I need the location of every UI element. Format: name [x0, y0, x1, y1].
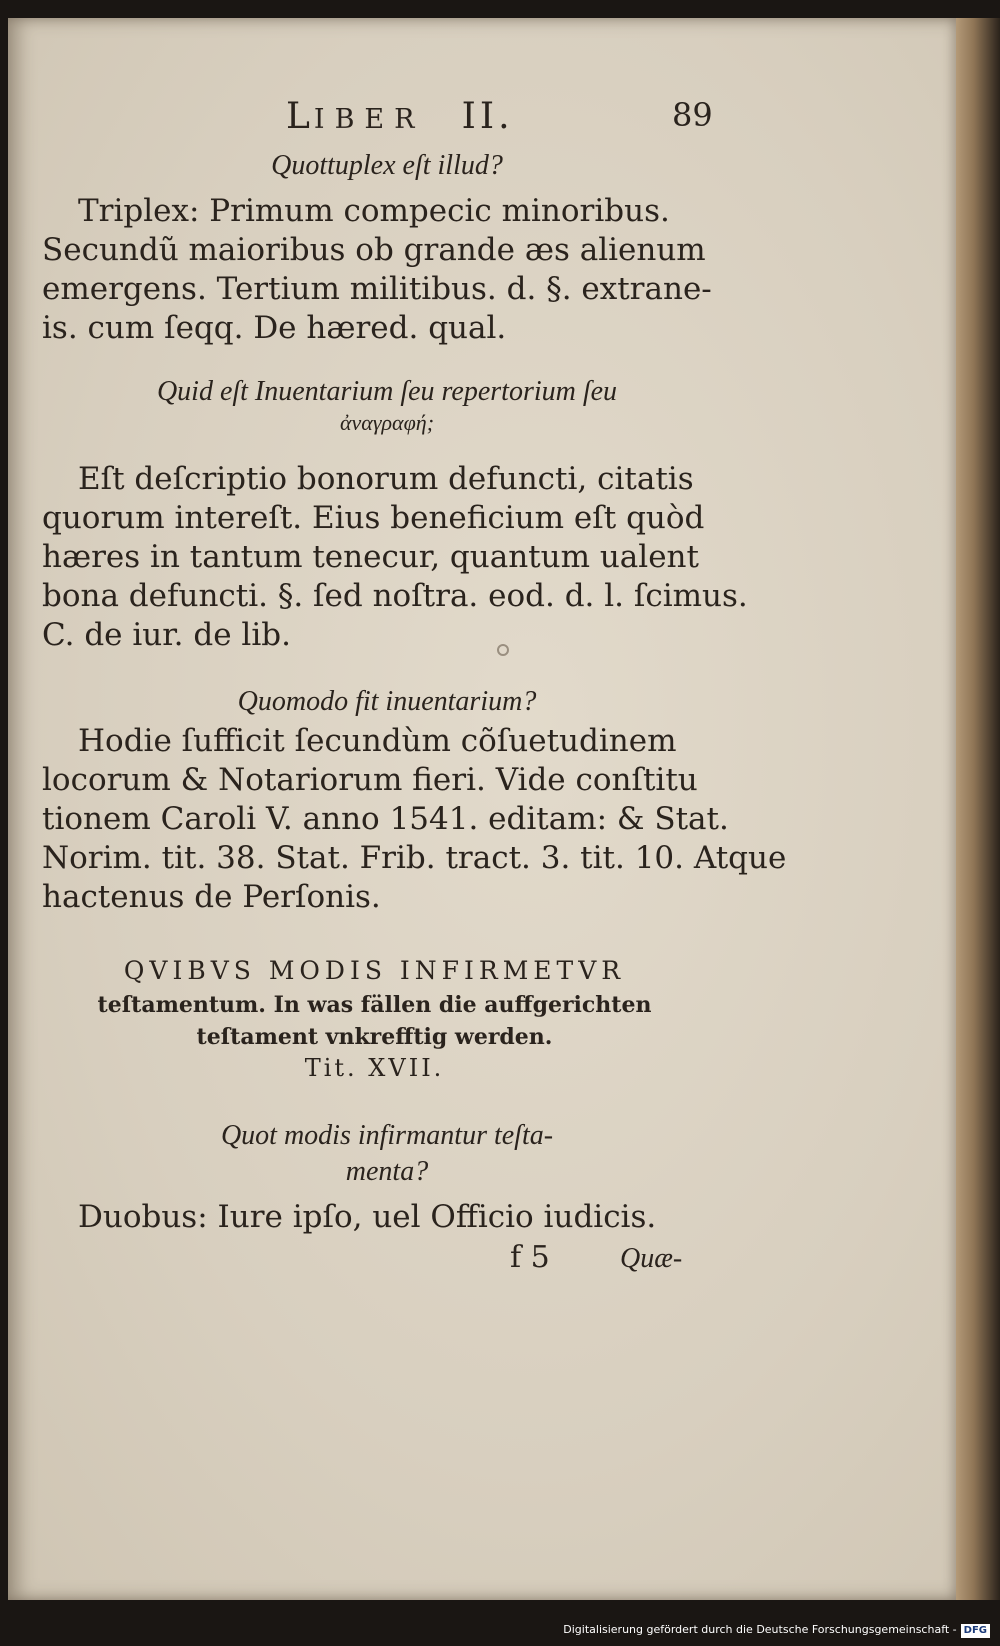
- chapter-title-german: teſtament vnkrefftig werden.: [196, 1024, 553, 1050]
- chapter-number: Tit. XVII.: [304, 1054, 445, 1082]
- text-line: hactenus de Perſonis.: [42, 879, 381, 915]
- running-head-rest: IBER: [313, 104, 425, 135]
- answer-paragraph: [42, 1198, 707, 1237]
- text-line: C. de iur. de lib.: [42, 617, 291, 653]
- chapter-title-german: teſtamentum. In was fällen die auffgerichten: [97, 992, 652, 1018]
- text-line: Hodie ſufficit ſecundùm cõſuetudinem: [78, 723, 677, 759]
- question-heading: Quid eſt Inuentarium ſeu repertorium ſeu: [156, 376, 618, 407]
- text-line: emergens. Tertium militibus. d. §. extrane-: [42, 271, 712, 307]
- question-heading: Quot modis infirmantur teſta-: [220, 1120, 554, 1151]
- question-heading-greek: ἀναγραφή;: [339, 410, 435, 435]
- catchword: Quæ-: [620, 1243, 683, 1274]
- text-line: tionem Caroli V. anno 1541. editam: & Stat.: [42, 801, 729, 837]
- question-heading: Quomodo fit inuentarium?: [237, 686, 537, 717]
- dfg-logo: DFG: [961, 1624, 990, 1638]
- text-line: Duobus: Iure ipſo, uel Officio iudicis.: [78, 1199, 657, 1235]
- text-line: Eſt deſcriptio bonorum defuncti, citatis: [78, 461, 694, 497]
- answer-paragraph: [42, 460, 748, 655]
- text-line: locorum & Notariorum fieri. Vide conſtitu: [42, 762, 698, 798]
- question-heading: menta?: [345, 1156, 429, 1187]
- chapter-title: QVIBVS MODIS INFIRMETVR: [123, 956, 626, 985]
- answer-paragraph: [42, 192, 712, 348]
- text-line: is. cum ſeqq. De hæred. qual.: [42, 310, 507, 346]
- text-line: Norim. tit. 38. Stat. Frib. tract. 3. tit. 10. Atque: [42, 840, 787, 876]
- text-line: Triplex: Primum compecic minoribus.: [78, 193, 670, 229]
- page-edge: [956, 18, 1000, 1600]
- question-heading: Quottuplex eſt illud?: [271, 150, 503, 181]
- running-head-initial: L: [286, 96, 314, 137]
- answer-paragraph: [42, 722, 787, 917]
- text-line: quorum intereſt. Eius beneficium eſt quòd: [42, 500, 705, 536]
- running-head: [286, 96, 514, 137]
- digitization-footer: [563, 1618, 990, 1642]
- text-line: hæres in tantum tenecur, quantum ualent: [42, 539, 699, 575]
- running-head-number: II.: [461, 96, 514, 137]
- signature-mark: f 5: [510, 1240, 550, 1275]
- folio-number: 89: [672, 96, 713, 134]
- text-line: Secundũ maioribus ob grande æs alienum: [42, 232, 706, 268]
- footer-text: Digitalisierung gefördert durch die Deutsche Forschungsgemeinschaft -: [563, 1623, 957, 1636]
- text-line: bona defuncti. §. ſed noſtra. eod. d. l. ſcimus.: [42, 578, 748, 614]
